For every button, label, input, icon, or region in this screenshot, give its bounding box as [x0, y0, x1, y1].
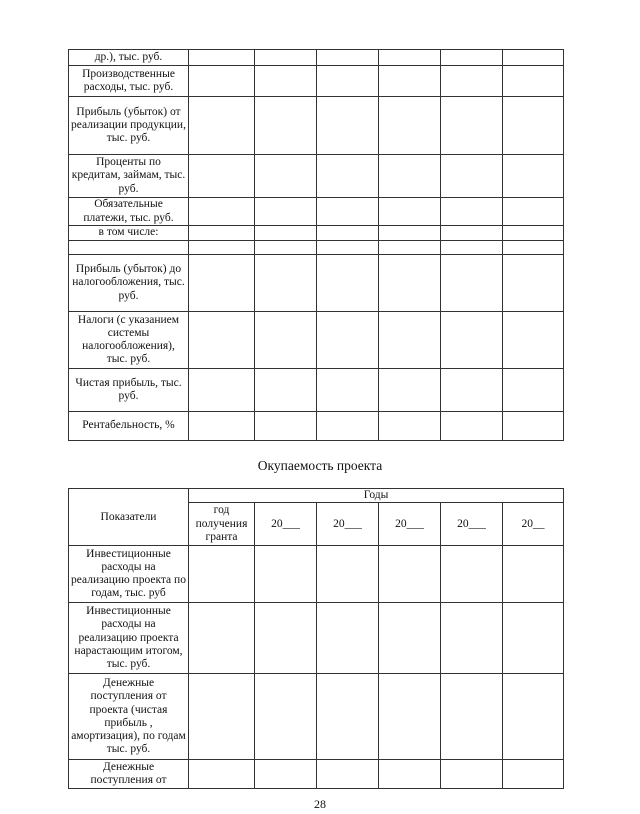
empty-value-cell[interactable] — [255, 312, 317, 369]
empty-value-cell[interactable] — [441, 97, 503, 155]
empty-value-cell[interactable] — [503, 241, 564, 255]
empty-value-cell[interactable] — [503, 66, 564, 97]
empty-value-cell[interactable] — [441, 760, 503, 789]
empty-value-cell[interactable] — [317, 674, 379, 760]
empty-value-cell[interactable] — [317, 198, 379, 226]
table-row — [69, 97, 564, 155]
empty-value-cell[interactable] — [379, 369, 441, 412]
table-row — [69, 760, 564, 789]
year-header: год получения гранта — [189, 503, 255, 546]
empty-value-cell[interactable] — [441, 369, 503, 412]
empty-value-cell[interactable] — [189, 674, 255, 760]
row-label: Рентабельность, % — [69, 412, 189, 441]
table-row — [69, 198, 564, 226]
table-row — [69, 226, 564, 241]
empty-value-cell[interactable] — [317, 312, 379, 369]
row-label: Инвестиционные расходы на реализацию проекта нарастающим итогом, тыс. руб. — [69, 603, 189, 674]
empty-value-cell[interactable] — [379, 198, 441, 226]
empty-value-cell[interactable] — [503, 546, 564, 603]
empty-value-cell[interactable] — [441, 50, 503, 66]
row-label: Обязательные платежи, тыс. руб. — [69, 198, 189, 226]
empty-value-cell[interactable] — [379, 241, 441, 255]
table-row — [69, 312, 564, 369]
table-row — [69, 412, 564, 441]
row-label: в том числе: — [69, 226, 189, 241]
empty-value-cell[interactable] — [317, 546, 379, 603]
year-header: 20___ — [441, 503, 503, 546]
empty-value-cell[interactable] — [441, 546, 503, 603]
row-label: Денежные поступления от — [69, 760, 189, 789]
table-row — [69, 155, 564, 198]
row-label: Прибыль (убыток) до налогообложения, тыс. руб. — [69, 255, 189, 312]
year-header: 20__ — [503, 503, 564, 546]
row-label: Чистая прибыль, тыс. руб. — [69, 369, 189, 412]
table-row — [69, 369, 564, 412]
year-header: 20___ — [379, 503, 441, 546]
empty-value-cell[interactable] — [379, 226, 441, 241]
empty-value-cell[interactable] — [503, 50, 564, 66]
empty-value-cell[interactable] — [503, 255, 564, 312]
empty-value-cell[interactable] — [441, 603, 503, 674]
empty-value-cell[interactable] — [441, 226, 503, 241]
empty-value-cell[interactable] — [441, 66, 503, 97]
empty-value-cell[interactable] — [503, 760, 564, 789]
empty-value-cell[interactable] — [503, 312, 564, 369]
empty-value-cell[interactable] — [503, 603, 564, 674]
page-number: 28 — [314, 797, 326, 811]
empty-value-cell[interactable] — [317, 66, 379, 97]
empty-value-cell[interactable] — [255, 412, 317, 441]
year-header: 20___ — [255, 503, 317, 546]
empty-value-cell[interactable] — [503, 412, 564, 441]
row-label: Денежные поступления от проекта (чистая прибыль , амортизация), по годам тыс. руб. — [69, 674, 189, 760]
empty-value-cell[interactable] — [379, 97, 441, 155]
empty-value-cell[interactable] — [255, 226, 317, 241]
indicators-header: Показатели — [69, 489, 189, 546]
empty-value-cell[interactable] — [255, 66, 317, 97]
empty-value-cell[interactable] — [317, 155, 379, 198]
empty-value-cell[interactable] — [441, 412, 503, 441]
empty-value-cell[interactable] — [379, 760, 441, 789]
table-row — [69, 66, 564, 97]
empty-value-cell[interactable] — [255, 50, 317, 66]
row-label — [69, 241, 189, 255]
empty-value-cell[interactable] — [189, 66, 255, 97]
empty-value-cell[interactable] — [317, 255, 379, 312]
empty-value-cell[interactable] — [379, 312, 441, 369]
empty-value-cell[interactable] — [441, 255, 503, 312]
empty-value-cell[interactable] — [255, 198, 317, 226]
empty-value-cell[interactable] — [189, 255, 255, 312]
empty-value-cell[interactable] — [503, 226, 564, 241]
empty-value-cell[interactable] — [379, 546, 441, 603]
empty-value-cell[interactable] — [189, 198, 255, 226]
empty-value-cell[interactable] — [441, 312, 503, 369]
empty-value-cell[interactable] — [379, 66, 441, 97]
empty-value-cell[interactable] — [255, 369, 317, 412]
empty-value-cell[interactable] — [503, 198, 564, 226]
table-row — [69, 603, 564, 674]
empty-value-cell[interactable] — [379, 412, 441, 441]
year-header: 20___ — [317, 503, 379, 546]
empty-value-cell[interactable] — [255, 546, 317, 603]
empty-value-cell[interactable] — [379, 674, 441, 760]
empty-value-cell[interactable] — [189, 97, 255, 155]
table-row — [69, 50, 564, 66]
payback-section-title: Окупаемость проекта — [257, 458, 383, 473]
empty-value-cell[interactable] — [379, 255, 441, 312]
empty-value-cell[interactable] — [317, 97, 379, 155]
payback-table — [68, 488, 564, 789]
empty-value-cell[interactable] — [189, 546, 255, 603]
row-label: Производственные расходы, тыс. руб. — [69, 66, 189, 97]
empty-value-cell[interactable] — [379, 50, 441, 66]
empty-value-cell[interactable] — [255, 674, 317, 760]
financial-results-table — [68, 49, 564, 441]
empty-value-cell[interactable] — [441, 198, 503, 226]
empty-value-cell[interactable] — [441, 674, 503, 760]
empty-value-cell[interactable] — [379, 155, 441, 198]
empty-value-cell[interactable] — [317, 241, 379, 255]
empty-value-cell[interactable] — [255, 255, 317, 312]
empty-value-cell[interactable] — [503, 674, 564, 760]
empty-value-cell[interactable] — [503, 97, 564, 155]
table-row — [69, 546, 564, 603]
empty-value-cell[interactable] — [255, 603, 317, 674]
years-header: Годы — [189, 489, 564, 503]
empty-value-cell[interactable] — [255, 760, 317, 789]
empty-value-cell[interactable] — [317, 226, 379, 241]
empty-value-cell[interactable] — [317, 369, 379, 412]
row-label: Инвестиционные расходы на реализацию проекта по годам, тыс. руб — [69, 546, 189, 603]
table-row — [69, 241, 564, 255]
empty-value-cell[interactable] — [503, 155, 564, 198]
empty-value-cell[interactable] — [255, 97, 317, 155]
row-label: Прибыль (убыток) от реализации продукции, тыс. руб. — [69, 97, 189, 155]
empty-value-cell[interactable] — [317, 50, 379, 66]
empty-value-cell[interactable] — [317, 412, 379, 441]
empty-value-cell[interactable] — [317, 760, 379, 789]
empty-value-cell[interactable] — [189, 226, 255, 241]
empty-value-cell[interactable] — [379, 603, 441, 674]
empty-value-cell[interactable] — [441, 241, 503, 255]
empty-value-cell[interactable] — [189, 760, 255, 789]
empty-value-cell[interactable] — [189, 369, 255, 412]
row-label: Проценты по кредитам, займам, тыс. руб. — [69, 155, 189, 198]
empty-value-cell[interactable] — [441, 155, 503, 198]
empty-value-cell[interactable] — [255, 155, 317, 198]
table-row — [69, 674, 564, 760]
row-label: Налоги (с указанием системы налогообложения), тыс. руб. — [69, 312, 189, 369]
row-label: др.), тыс. руб. — [69, 50, 189, 66]
empty-value-cell[interactable] — [503, 369, 564, 412]
empty-value-cell[interactable] — [189, 603, 255, 674]
empty-value-cell[interactable] — [255, 241, 317, 255]
empty-value-cell[interactable] — [189, 312, 255, 369]
empty-value-cell[interactable] — [189, 155, 255, 198]
empty-value-cell[interactable] — [189, 50, 255, 66]
empty-value-cell[interactable] — [317, 603, 379, 674]
empty-value-cell[interactable] — [189, 412, 255, 441]
empty-value-cell[interactable] — [189, 241, 255, 255]
table-row — [69, 255, 564, 312]
